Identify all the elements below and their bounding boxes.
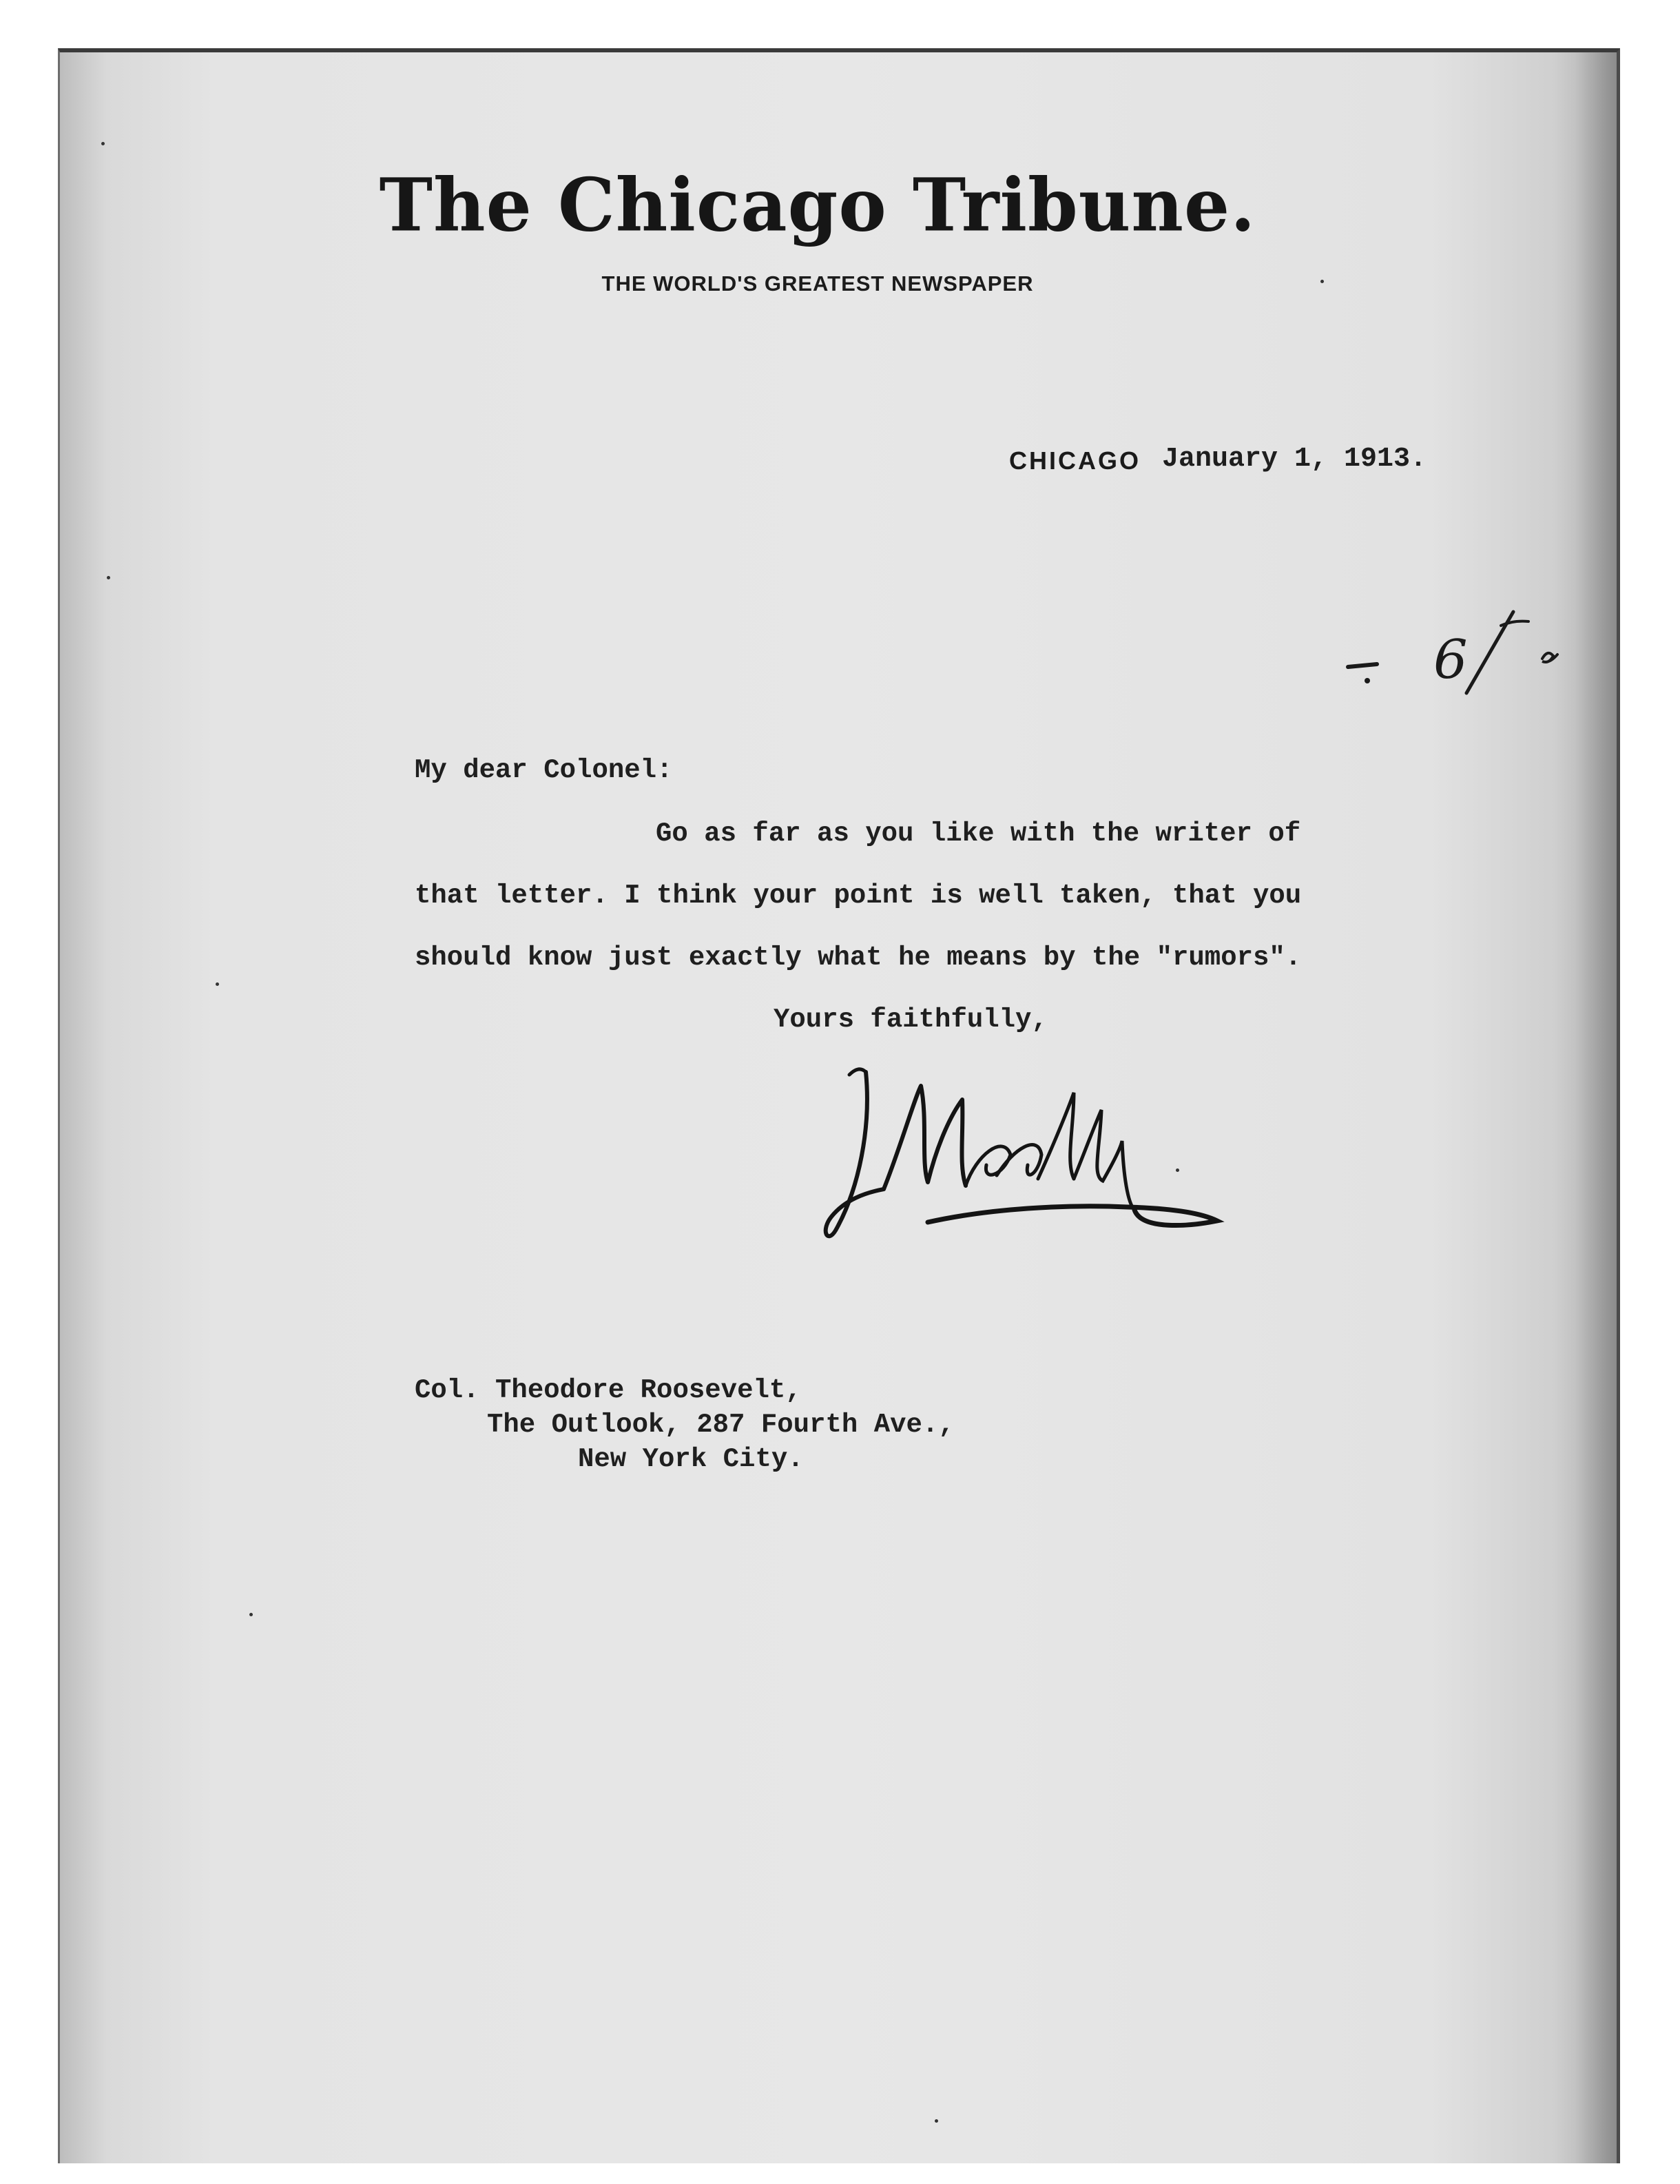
notation-number: 6 [1433,629,1468,691]
recipient-address-line-2: New York City. [578,1444,804,1474]
recipient-address-line-1: The Outlook, 287 Fourth Ave., [487,1410,955,1440]
closing: Yours faithfully, [774,1005,1048,1035]
dust-speck [101,142,105,145]
body-line-1: Go as far as you like with the writer of [656,818,1301,849]
dateline-city: CHICAGO [1009,446,1141,475]
dust-speck [249,1613,253,1616]
recipient-name: Col. Theodore Roosevelt, [415,1375,802,1405]
salutation: My dear Colonel: [415,755,673,785]
letter-date: January 1, 1913. [1162,444,1427,475]
dust-speck [107,576,110,579]
body-line-3: should know just exactly what he means by the "rumors". [415,942,1302,973]
dust-speck [935,2119,938,2123]
handwritten-notation [1286,590,1575,728]
dust-speck [1320,280,1324,283]
body-line-2: that letter. I think your point is well taken, that you [415,880,1302,911]
letter-sheet [58,48,1620,2163]
newspaper-masthead: The Chicago Tribune. [379,161,1256,249]
dust-speck [1176,1168,1179,1172]
handwritten-signature [818,1044,1231,1265]
masthead-tagline: THE WORLD'S GREATEST NEWSPAPER [601,271,1034,296]
dust-speck [216,982,219,986]
